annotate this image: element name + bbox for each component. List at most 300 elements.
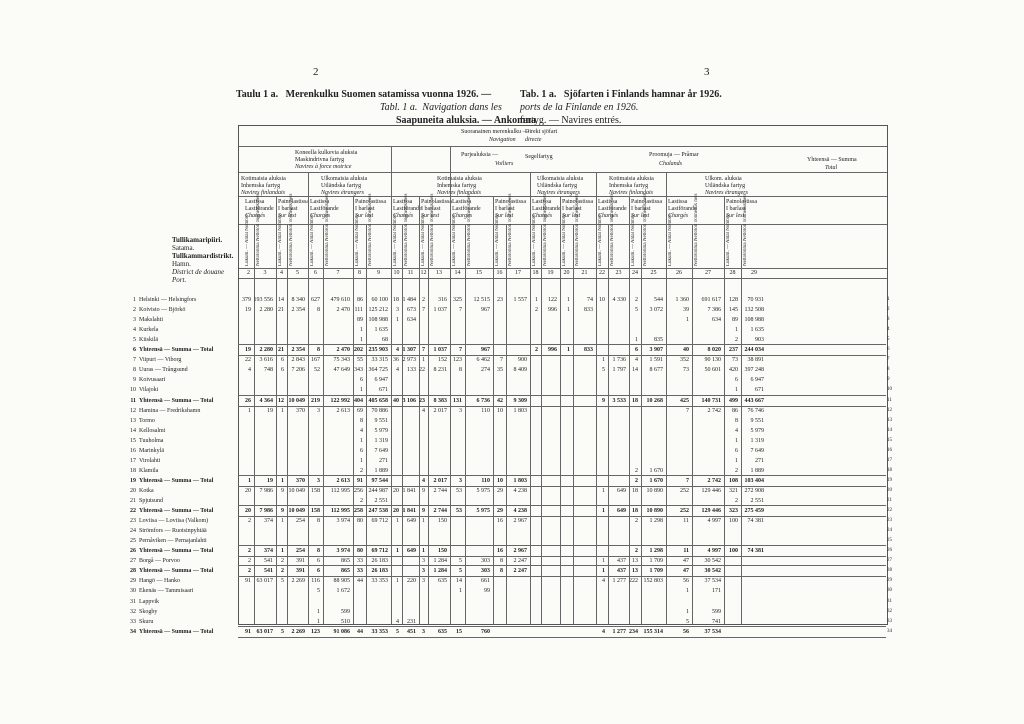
table-cell: 1 [735, 457, 738, 464]
table-cell: 3 974 [336, 518, 350, 525]
table-cell: 321 [729, 487, 738, 494]
table-cell: 14 [456, 578, 462, 585]
table-cell: 627 [311, 297, 320, 303]
table-cell: 1 307 [402, 347, 416, 354]
table-cell: 18 [632, 397, 638, 404]
table-cell: 1 889 [374, 467, 388, 474]
port-name: Viipuri — Viborg [139, 357, 182, 364]
table-cell: 2 [360, 498, 363, 504]
table-cell: 379 [242, 297, 251, 303]
table-cell: 649 [617, 508, 626, 515]
table-cell: 73 [683, 367, 689, 374]
table-cell: 748 [264, 367, 273, 374]
table-cell: 76 746 [747, 407, 764, 414]
table-cell: 123 [311, 628, 320, 635]
table-cell: 23 [419, 397, 425, 404]
port-name: Yhteensä — Summa — Total [139, 397, 214, 404]
table-cell: 73 [732, 357, 738, 364]
column-number: 2 [247, 270, 250, 276]
table-cell: 234 [629, 628, 638, 635]
table-cell: 1 484 [402, 297, 416, 303]
table-cell: 108 [729, 477, 738, 484]
row-label [124, 416, 234, 426]
column-caption-tonnage: Nettotonnia Nettoton Tonneaux nets [467, 193, 472, 266]
total-row-rule [238, 626, 886, 627]
column-caption-count: Lukum. — Antal Nombre [598, 214, 603, 266]
table-cell: 8 677 [649, 367, 663, 374]
table-cell: 271 [379, 457, 388, 464]
table-cell: 2 [422, 297, 425, 303]
row-number-right: 31 [887, 598, 892, 604]
subtitle-fi: Saapuneita aluksia. — Ankomna [396, 115, 537, 126]
table-cell: 2 269 [291, 578, 305, 585]
table-cell: 1 [360, 387, 363, 394]
table-cell: 69 [357, 407, 363, 414]
table-cell: 1 [602, 508, 605, 515]
table-cell: 1 319 [750, 437, 764, 444]
table-cell: 37 534 [704, 628, 721, 635]
total-row-rule [238, 565, 886, 566]
table-cell: 6 462 [476, 357, 490, 364]
table-cell: 1 841 [402, 487, 416, 494]
table-cell: 1 [317, 608, 320, 615]
table-cell: 1 670 [649, 467, 663, 474]
table-cell: 26 [245, 397, 251, 404]
column-rule [402, 224, 403, 624]
column-number: 8 [358, 270, 361, 276]
row-number: 9 [133, 377, 136, 384]
table-cell: 108 988 [368, 317, 388, 324]
table-cell: 541 [264, 568, 273, 575]
table-cell: 1 670 [649, 477, 663, 484]
table-cell: 1 [281, 407, 284, 414]
table-cell: 1 803 [513, 477, 527, 484]
table-cell: 60 100 [371, 297, 388, 303]
port-name: Skogby [139, 608, 158, 615]
table-cell: 244 034 [744, 347, 764, 354]
table-cell: 155 314 [643, 628, 663, 635]
table-cell: 1 889 [750, 467, 764, 474]
table-cell: 167 [311, 357, 320, 364]
table-cell: 10 [497, 407, 503, 414]
table-cell: 352 [680, 357, 689, 364]
table-cell: 671 [379, 387, 388, 394]
table-cell: 19 [245, 307, 251, 314]
table-cell: 112 995 [330, 508, 350, 515]
table-cell: 252 [680, 487, 689, 494]
table-cell: 760 [481, 628, 490, 635]
port-name: Borgå — Porvoo [139, 558, 180, 565]
column-number: 29 [751, 270, 757, 276]
table-cell: 1 672 [336, 588, 350, 595]
table-cell: 193 556 [253, 297, 273, 303]
table-cell: 150 [438, 548, 447, 555]
table-cell: 865 [341, 568, 350, 575]
row-number: 25 [130, 538, 136, 545]
table-cell: 2 269 [291, 628, 305, 635]
row-number: 11 [130, 397, 136, 404]
table-cell: 3 974 [336, 548, 350, 555]
row-number: 4 [133, 327, 136, 334]
subtitle-sv: fartyg. — Navires entrés. [520, 115, 622, 126]
header-ulkomaisia-1: Ulkomaisia aluksia Utländska fartyg Navires étrangers [321, 176, 368, 196]
table-cell: 20 [245, 508, 251, 515]
table-cell: 405 658 [368, 397, 388, 404]
table-cell: 1 [396, 518, 399, 525]
table-cell: 374 [264, 518, 273, 525]
table-cell: 1 [317, 618, 320, 625]
header-kotimaisia-1: Kotimaisia aluksia Inhemska fartyg Navires finlandais [241, 176, 286, 196]
port-name: Koivusaari [139, 377, 166, 384]
table-cell: 63 017 [256, 578, 273, 585]
table-cell: 38 891 [747, 357, 764, 364]
table-cell: 13 [632, 558, 638, 565]
column-caption-count: Lukum. — Antal Nombre [310, 214, 315, 266]
table-cell: 4 [735, 427, 738, 434]
table-cell: 4 330 [612, 297, 626, 303]
table-cell: 20 [245, 487, 251, 494]
table-cell: 3 907 [649, 347, 663, 354]
table-cell: 7 [686, 407, 689, 414]
table-cell: 2 470 [336, 307, 350, 314]
header-directe: directe [525, 137, 542, 143]
table-cell: 97 544 [371, 477, 388, 484]
table-cell: 4 [396, 367, 399, 374]
table-cell: 6 736 [476, 397, 490, 404]
column-number: 18 [532, 270, 539, 276]
table-cell: 316 [438, 297, 447, 303]
row-number: 31 [130, 598, 136, 605]
table-cell: 900 [518, 357, 527, 364]
header-painolastissa: Painolastissa I barlast Sur lest [355, 199, 386, 219]
table-cell: 10 049 [288, 397, 305, 404]
title-fr-right [520, 101, 638, 114]
table-cell: 8 340 [291, 297, 305, 303]
table-cell: 8 [317, 347, 320, 354]
row-number: 27 [130, 558, 136, 565]
table-cell: 12 [278, 397, 284, 404]
row-number-right: 21 [887, 498, 892, 503]
table-cell: 1 [686, 608, 689, 615]
table-cell: 44 [357, 628, 363, 635]
table-cell: 11 [683, 548, 689, 555]
column-number: 7 [336, 270, 340, 276]
table-cell: 131 [453, 397, 462, 404]
table-cell: 26 183 [371, 568, 388, 575]
table-cell: 3 106 [402, 397, 416, 404]
row-number-right: 34 [887, 628, 892, 634]
page-number-right: 3 [704, 66, 710, 78]
column-caption-tonnage: Nettotonnia Nettoton Tonneaux nets [543, 193, 548, 266]
row-label [124, 426, 234, 436]
port-name: Pernåviken — Pernajanlahti [139, 538, 207, 545]
table-cell: 252 [680, 508, 689, 515]
title-fr-right-text: ports de la Finlande en 1926. [520, 102, 639, 113]
column-caption-tonnage: Nettotonnia Nettoton Tonneaux nets [256, 193, 261, 266]
table-cell: 3 [317, 407, 320, 414]
table-cell: 833 [584, 347, 593, 354]
column-caption-tonnage: Nettotonnia Nettoton Tonneaux nets [508, 193, 513, 266]
table-cell: 86 [732, 407, 738, 414]
table-cell: 10 890 [646, 508, 663, 515]
row-number-right: 23 [887, 518, 892, 524]
table-cell: 2 [635, 548, 638, 555]
table-cell: 1 557 [513, 297, 527, 303]
table-cell: 4 [396, 347, 399, 354]
row-number: 24 [130, 528, 136, 535]
column-number: 19 [547, 270, 554, 276]
table-cell: 91 [245, 628, 251, 635]
table-cell: 8 231 [433, 367, 447, 374]
column-number: 3 [263, 270, 267, 276]
column-caption-tonnage: Nettotonnia Nettoton Tonneaux nets [643, 193, 648, 266]
table-cell: 1 709 [649, 558, 663, 565]
row-number-right: 28 [887, 568, 892, 574]
row-number-right: 20 [887, 487, 892, 493]
table-cell: 303 [481, 568, 490, 575]
title-fi: Merenkulku Suomen satamissa vuonna 1926. — [285, 89, 492, 100]
header-kotimaisia-2: Kotimaisia aluksia Inhemska fartyg Navires finlandais [437, 176, 482, 196]
table-cell: 2 [281, 568, 284, 575]
table-cell: 1 [602, 357, 605, 364]
table-cell: 123 [453, 357, 462, 364]
table-cell: 9 [422, 508, 425, 515]
table-cell: 499 [729, 397, 738, 404]
table-cell: 3 [422, 578, 425, 585]
row-label [124, 556, 234, 566]
table-cell: 10 [599, 297, 605, 303]
table-cell: 35 [497, 367, 503, 374]
row-label [124, 446, 234, 456]
port-name: Loviisa — Loviisa (Valkom) [139, 518, 209, 525]
table-cell: 6 947 [374, 377, 388, 384]
table-cell: 231 [407, 618, 416, 625]
row-number-right: 25 [887, 538, 892, 544]
table-cell: 1 [567, 347, 570, 354]
table-cell: 22 [245, 357, 251, 364]
port-name: Uuras — Trångsund [139, 367, 188, 374]
table-cell: 3 533 [612, 397, 626, 404]
total-row-rule [238, 475, 886, 476]
table-cell: 8 [500, 558, 503, 565]
row-label [124, 617, 234, 627]
row-number: 2 [133, 307, 136, 314]
table-cell: 1 [735, 387, 738, 394]
column-rule [573, 224, 574, 624]
column-number: 25 [650, 270, 657, 276]
table-cell: 2 017 [433, 477, 447, 484]
column-number: 28 [729, 270, 736, 276]
row-label [124, 576, 234, 586]
table-cell: 158 [311, 508, 320, 515]
table-cell: 1 635 [374, 327, 388, 334]
table-cell: 2 744 [433, 508, 447, 515]
row-number: 1 [133, 297, 136, 303]
table-cell: 1 [248, 407, 251, 414]
row-number-right: 22 [887, 508, 892, 514]
table-cell: 39 [683, 307, 689, 314]
table-cell: 8 [317, 307, 320, 314]
column-caption-count: Lukum. — Antal Nombre [452, 214, 457, 266]
column-caption-count: Lukum. — Antal Nombre [668, 214, 673, 266]
table-cell: 2 [635, 477, 638, 484]
header-painolastissa: Painolastissa I barlast Sur lest [726, 199, 757, 219]
group-rule [450, 146, 451, 624]
table-cell: 5 [602, 367, 605, 374]
row-number: 20 [130, 487, 136, 494]
table-cell: 1 [360, 457, 363, 464]
column-caption-tonnage: Nettotonnia Nettoton Tonneaux nets [430, 193, 435, 266]
port-name: Kiiskilä [139, 337, 158, 344]
table-cell: 74 381 [747, 548, 764, 555]
table-cell: 5 [281, 578, 284, 585]
table-cell: 247 538 [368, 508, 388, 515]
table-cell: 129 446 [701, 487, 721, 494]
column-caption-tonnage: Nettotonnia Nettoton Tonneaux nets [289, 193, 294, 266]
port-name: Yhteensä — Summa — Total [139, 548, 214, 555]
table-cell: 29 [497, 508, 503, 515]
table-cell: 3 [459, 407, 462, 414]
total-row-rule [238, 505, 886, 506]
table-cell: 833 [584, 307, 593, 314]
column-number: 12 [420, 270, 427, 276]
column-caption-count: Lukum. — Antal Nombre [495, 214, 500, 266]
column-caption-tonnage: Nettotonnia Nettoton Tonneaux nets [743, 193, 748, 266]
table-cell: 2 744 [433, 487, 447, 494]
table-cell: 44 [357, 578, 363, 585]
port-name: Lappvik [139, 598, 159, 605]
column-number: 15 [476, 270, 482, 276]
row-number-right: 12 [887, 407, 892, 413]
table-cell: 237 [729, 347, 738, 354]
table-cell: 1 591 [649, 357, 663, 364]
table-cell: 5 [396, 628, 399, 635]
port-name: Koivisto — Björkö [139, 307, 186, 314]
table-cell: 9 [281, 487, 284, 494]
port-name: Strömfors — Ruotsinpyhtää [139, 528, 207, 535]
table-cell: 9 [281, 508, 284, 515]
table-cell: 129 446 [701, 508, 721, 515]
table-cell: 6 [360, 377, 363, 384]
port-name: Spjutsund [139, 498, 164, 504]
table-cell: 86 [357, 297, 363, 303]
port-name: Klamila [139, 467, 159, 474]
row-number-right: 5 [887, 337, 890, 343]
table-cell: 1 709 [649, 568, 663, 575]
column-number: 27 [705, 270, 711, 276]
table-cell: 364 725 [368, 367, 388, 374]
header-lastissa: Lastissa Lastförande Chargés [393, 199, 422, 219]
table-cell: 47 [683, 558, 689, 565]
table-cell: 2 967 [513, 518, 527, 525]
row-label [124, 496, 234, 506]
table-cell: 1 360 [675, 297, 689, 303]
table-cell: 397 248 [744, 367, 764, 374]
table-cell: 19 [267, 477, 273, 484]
table-cell: 451 [407, 628, 416, 635]
tab-number-sv: Tab. 1 a. [520, 89, 557, 100]
table-cell: 7 206 [291, 367, 305, 374]
column-number: 21 [581, 270, 588, 276]
header-direkt: Direkt sjöfart [525, 129, 558, 135]
row-label [124, 597, 234, 607]
column-caption-tonnage: Nettotonnia Nettoton Tonneaux nets [575, 193, 580, 266]
column-caption-count: Lukum. — Antal Nombre [245, 214, 250, 266]
table-cell: 9 551 [750, 417, 764, 424]
column-number: 11 [407, 270, 414, 276]
header-painolastissa: Painolastissa I barlast Sur lest [562, 199, 593, 219]
row-label [124, 305, 234, 315]
table-cell: 272 908 [744, 487, 764, 494]
table-cell: 1 736 [612, 357, 626, 364]
table-cell: 374 [264, 548, 273, 555]
row-label [124, 536, 234, 546]
row-number-right: 2 [887, 307, 890, 313]
column-caption-tonnage: Nettotonnia Nettoton Tonneaux nets [610, 193, 615, 266]
table-cell: 1 841 [402, 508, 416, 515]
table-cell: 90 130 [704, 357, 721, 364]
row-label [124, 516, 234, 526]
table-cell: 244 987 [368, 487, 388, 494]
table-cell: 967 [481, 347, 490, 354]
table-cell: 2 613 [336, 407, 350, 414]
table-cell: 7 [422, 307, 425, 314]
stub-tullkammardistrikt: Tullkammardistrikt. [172, 252, 234, 260]
table-cell: 37 534 [704, 578, 721, 585]
header-painolastissa: Painolastissa I barlast Sur lest [631, 199, 662, 219]
table-cell: 14 [278, 297, 284, 303]
table-cell: 36 [393, 357, 399, 364]
table-cell: 8 383 [433, 397, 447, 404]
row-number: 33 [130, 618, 136, 625]
table-cell: 47 649 [333, 367, 350, 374]
table-cell: 80 [357, 548, 363, 555]
table-cell: 1 319 [374, 437, 388, 444]
table-cell: 133 [407, 367, 416, 374]
table-cell: 1 037 [433, 307, 447, 314]
row-number: 12 [130, 407, 136, 414]
port-name: Kurkela [139, 327, 159, 334]
table-cell: 91 [357, 477, 363, 484]
table-cell: 3 [422, 558, 425, 565]
port-name: Kellosalmi [139, 427, 166, 434]
table-cell: 2 [248, 548, 251, 555]
row-number-right: 29 [887, 578, 892, 584]
row-number-right: 7 [887, 357, 890, 363]
table-cell: 370 [296, 407, 305, 414]
table-cell: 52 [314, 367, 320, 374]
table-cell: 122 [548, 297, 557, 303]
table-cell: 202 [354, 347, 363, 354]
table-cell: 1 [396, 578, 399, 585]
header-rule [239, 268, 887, 269]
table-cell: 125 212 [368, 307, 388, 314]
header-purjealuksia: Purjealuksia — [461, 152, 499, 158]
table-cell: 323 [729, 508, 738, 515]
table-cell: 5 [459, 568, 462, 575]
table-cell: 4 [422, 477, 425, 484]
column-number: 23 [615, 270, 622, 276]
table-cell: 3 [422, 628, 425, 635]
table-cell: 20 [393, 508, 399, 515]
table-cell: 8 [317, 548, 320, 555]
table-cell: 18 [393, 297, 399, 303]
table-cell: 5 [281, 628, 284, 635]
table-cell: 1 [686, 588, 689, 595]
table-cell: 2 [281, 558, 284, 565]
table-cell: 42 [497, 397, 503, 404]
table-cell: 370 [296, 477, 305, 484]
